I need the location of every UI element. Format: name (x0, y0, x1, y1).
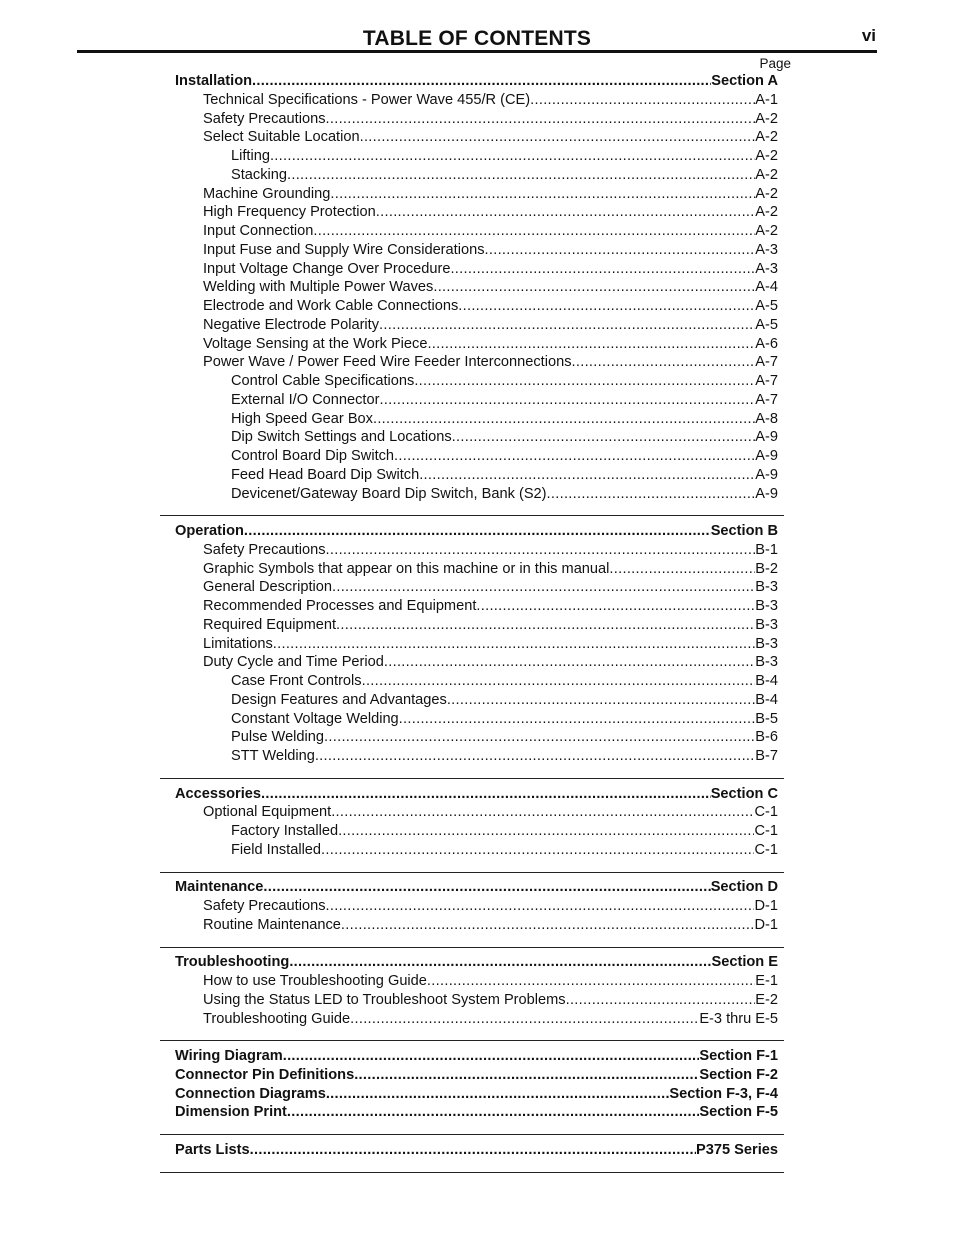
toc-entry-page: A-2 (755, 148, 778, 164)
toc-item-constant-voltage-welding[interactable] (175, 710, 778, 729)
toc-entry-label: Safety Precautions (203, 110, 326, 127)
dot-leader (326, 1085, 670, 1104)
toc-section-accessories[interactable] (175, 785, 778, 804)
toc-entry-label: Connector Pin Definitions (175, 1066, 355, 1083)
toc-item-troubleshooting-guide[interactable] (175, 1010, 778, 1029)
toc-item-field-installed[interactable] (175, 841, 778, 860)
dot-leader (315, 747, 755, 766)
toc-entry-page: Section C (710, 785, 778, 802)
toc-entry-page: C-1 (754, 841, 778, 858)
toc-item-welding-with-multiple-power-waves[interactable] (175, 278, 778, 297)
toc-item-dip-switch-settings-and-locations[interactable] (175, 428, 778, 447)
toc-entry-page: Section F-1 (699, 1048, 778, 1064)
toc-item-power-wave-power-feed-wire-feeder-interconnections[interactable] (175, 353, 778, 372)
toc-entry-label: Voltage Sensing at the Work Piece (203, 335, 428, 352)
dot-leader (572, 353, 756, 372)
toc-entry-page: A-7 (755, 373, 778, 389)
dot-leader (244, 522, 711, 541)
dot-leader (362, 672, 756, 691)
toc-entry-page: A-2 (755, 204, 778, 221)
dot-leader (252, 72, 711, 91)
toc-item-recommended-processes-and-equipment[interactable] (175, 597, 778, 616)
toc-entry-label: Technical Specifications - Power Wave 455/R (CE) (203, 91, 531, 108)
toc-entry-page: C-1 (754, 804, 778, 821)
toc-entry-page: B-7 (755, 748, 778, 764)
toc-entry-label: STT Welding (231, 748, 315, 764)
toc-entry-page: B-6 (755, 729, 778, 746)
toc-entry-page: A-6 (755, 335, 778, 352)
toc-entry-label: Operation (175, 523, 244, 539)
toc-item-design-features-and-advantages[interactable] (175, 691, 778, 710)
toc-entry-label: Safety Precautions (203, 541, 326, 558)
toc-item-case-front-controls[interactable] (175, 672, 778, 691)
toc-entry-page: Section F-3, F-4 (669, 1085, 778, 1102)
toc-entry-label: Machine Grounding (203, 185, 331, 202)
dot-leader (373, 410, 755, 429)
toc-entry-label: Field Installed (231, 841, 322, 858)
toc-entry-label: Pulse Welding (231, 729, 325, 746)
dot-leader (321, 841, 754, 860)
toc-entry-page: E-3 thru E-5 (699, 1010, 778, 1027)
toc-entry-label: Graphic Symbols that appear on this machine or in this manual (203, 560, 610, 577)
dot-leader (530, 91, 755, 110)
toc-entry-label: Safety Precautions (203, 898, 326, 914)
toc-entry-label: Dip Switch Settings and Locations (231, 429, 452, 446)
dot-leader (547, 485, 756, 504)
toc-entry-page: Section F-5 (699, 1104, 778, 1121)
dot-leader (450, 260, 755, 279)
toc-entry-page: D-1 (754, 898, 778, 914)
dot-leader (379, 316, 755, 335)
toc-entry-page: B-4 (755, 691, 778, 708)
toc-item-input-voltage-change-over-procedure[interactable] (175, 260, 778, 279)
section-divider (175, 1028, 778, 1047)
toc-entry-page: P375 Series (696, 1141, 778, 1158)
dot-leader (313, 222, 755, 241)
dot-leader (452, 428, 756, 447)
dot-leader (447, 691, 755, 710)
toc-item-technical-specifications-power-wave-455-r-ce[interactable] (175, 91, 778, 110)
toc-entry-label: Input Connection (203, 223, 314, 239)
toc-entry-page: Section D (710, 879, 778, 896)
toc-entry-page: A-7 (755, 354, 778, 371)
toc-entry-page: B-3 (755, 598, 778, 614)
dot-leader (476, 597, 755, 616)
title-divider (77, 50, 877, 53)
toc-entry-label: Troubleshooting Guide (203, 1010, 351, 1027)
toc-section-troubleshooting[interactable] (175, 953, 778, 972)
toc-entry-page: E-2 (755, 991, 778, 1008)
toc-item-feed-head-board-dip-switch[interactable] (175, 466, 778, 485)
toc-item-input-connection[interactable] (175, 222, 778, 241)
toc-entry-page: A-2 (755, 110, 778, 127)
toc-entry-page: A-3 (755, 241, 778, 258)
toc-item-pulse-welding[interactable] (175, 728, 778, 747)
toc-entry-label: High Frequency Protection (203, 204, 376, 221)
dot-leader (324, 728, 755, 747)
toc-entry-page: A-5 (755, 298, 778, 314)
toc-entry-page: Section A (711, 73, 778, 89)
toc-item-machine-grounding[interactable] (175, 185, 778, 204)
toc-entry-label: Routine Maintenance (203, 916, 341, 933)
toc-entry-label: Negative Electrode Polarity (203, 316, 380, 333)
dot-leader (261, 785, 711, 804)
toc-entry-label: Lifting (231, 148, 270, 164)
toc-entry-page: A-5 (755, 316, 778, 333)
dot-leader (379, 391, 755, 410)
toc-entry-page: A-9 (755, 466, 778, 483)
toc-item-external-i-o-connector[interactable] (175, 391, 778, 410)
toc-entry-page: A-2 (755, 185, 778, 202)
toc-entry-label: Installation (175, 73, 253, 89)
toc-entry-page: A-3 (755, 260, 778, 277)
dot-leader (273, 635, 756, 654)
toc-entry-page: A-2 (755, 223, 778, 239)
dot-leader (326, 897, 755, 916)
dot-leader (566, 991, 756, 1010)
toc-entry-label: Duty Cycle and Time Period (203, 654, 384, 671)
toc-entry-label: Input Voltage Change Over Procedure (203, 260, 451, 277)
toc-entry-page: B-4 (755, 673, 778, 689)
toc-section-maintenance[interactable] (175, 878, 778, 897)
section-divider (175, 503, 778, 522)
toc-item-optional-equipment[interactable] (175, 803, 778, 822)
toc-item-lifting[interactable] (175, 147, 778, 166)
toc-entry-label: Limitations (203, 635, 273, 652)
dot-leader (270, 147, 755, 166)
toc-entry-label: Power Wave / Power Feed Wire Feeder Interconnections (203, 354, 572, 371)
toc-entry-page: B-1 (755, 541, 778, 558)
toc-item-routine-maintenance[interactable] (175, 916, 778, 935)
toc-item-duty-cycle-and-time-period[interactable] (175, 653, 778, 672)
toc-section-dimension-print[interactable] (175, 1103, 778, 1122)
dot-leader (287, 1103, 699, 1122)
dot-leader (263, 878, 710, 897)
dot-leader (419, 466, 755, 485)
toc-entry-page: A-7 (755, 391, 778, 408)
toc-entry-page: A-2 (755, 129, 778, 146)
toc-entry-label: Dimension Print (175, 1104, 287, 1121)
dot-leader (338, 822, 754, 841)
section-divider (175, 1122, 778, 1141)
toc-entry-label: How to use Troubleshooting Guide (203, 973, 427, 989)
dot-leader (326, 110, 756, 129)
toc-entry-page: A-1 (755, 91, 778, 108)
toc-entry-label: Electrode and Work Cable Connections (203, 298, 459, 314)
toc-entry-label: Parts Lists (175, 1141, 250, 1158)
page-column-label: Page (759, 56, 791, 71)
toc-entry-page: A-9 (755, 448, 778, 464)
toc-entry-page: A-4 (755, 279, 778, 296)
dot-leader (283, 1047, 700, 1066)
toc-item-control-cable-specifications[interactable] (175, 372, 778, 391)
toc-entry-label: Feed Head Board Dip Switch (231, 466, 420, 483)
toc-entry-page: B-3 (755, 635, 778, 652)
toc-entry-page: C-1 (754, 823, 778, 839)
toc-item-graphic-symbols-that-appear-on-this-machine-or-in-this-manual[interactable] (175, 560, 778, 579)
section-divider (175, 766, 778, 785)
section-divider (175, 860, 778, 879)
dot-leader (485, 241, 756, 260)
toc-entry-label: Design Features and Advantages (231, 691, 447, 708)
dot-leader (332, 578, 755, 597)
dot-leader (427, 335, 755, 354)
toc-section-installation[interactable] (175, 72, 778, 91)
toc-section-wiring-diagram[interactable] (175, 1047, 778, 1066)
dot-leader (289, 953, 711, 972)
toc-item-general-description[interactable] (175, 578, 778, 597)
toc-item-select-suitable-location[interactable] (175, 128, 778, 147)
toc-item-limitations[interactable] (175, 635, 778, 654)
toc-entry-label: Constant Voltage Welding (231, 710, 399, 727)
toc-entry-label: Devicenet/Gateway Board Dip Switch, Bank (S2) (231, 485, 547, 502)
toc-item-how-to-use-troubleshooting-guide[interactable] (175, 972, 778, 991)
dot-leader (250, 1141, 696, 1160)
dot-leader (609, 560, 755, 579)
page-number: vi (861, 26, 876, 45)
dot-leader (350, 1010, 699, 1029)
toc-entry-label: Troubleshooting (175, 954, 290, 971)
dot-leader (326, 541, 756, 560)
toc-entry-label: Required Equipment (203, 616, 337, 633)
toc-entry-label: Case Front Controls (231, 673, 362, 689)
toc-item-input-fuse-and-supply-wire-considerations[interactable] (175, 241, 778, 260)
toc-entry-page: D-1 (754, 916, 778, 933)
toc-item-factory-installed[interactable] (175, 822, 778, 841)
toc-entry-page: Section F-2 (699, 1066, 778, 1083)
toc-item-control-board-dip-switch[interactable] (175, 447, 778, 466)
toc-entry-page: B-2 (755, 560, 778, 577)
toc-entry-label: Using the Status LED to Troubleshoot System Problems (203, 991, 566, 1008)
toc-entry-page: A-9 (755, 485, 778, 502)
toc-section-parts-lists[interactable] (175, 1141, 778, 1160)
toc-entry-label: Select Suitable Location (203, 129, 360, 146)
toc-entry-label: Maintenance (175, 879, 264, 896)
toc-item-devicenet-gateway-board-dip-switch-bank-s2[interactable] (175, 485, 778, 504)
dot-leader (394, 447, 755, 466)
toc-entry-page: E-1 (755, 973, 778, 989)
dot-leader (384, 653, 755, 672)
toc-entry-page: B-3 (755, 654, 778, 671)
toc-entry-label: Welding with Multiple Power Waves (203, 279, 434, 296)
toc-entry-label: General Description (203, 579, 332, 596)
dot-leader (376, 203, 756, 222)
toc-entry-label: External I/O Connector (231, 391, 380, 408)
toc-entry-label: Stacking (231, 166, 287, 183)
toc-entry-page: Section B (710, 523, 778, 539)
toc-entry-page: B-3 (755, 579, 778, 596)
toc-item-voltage-sensing-at-the-work-piece[interactable] (175, 335, 778, 354)
dot-leader (414, 372, 755, 391)
toc-item-negative-electrode-polarity[interactable] (175, 316, 778, 335)
toc-item-safety-precautions[interactable] (175, 110, 778, 129)
toc-entry-label: Accessories (175, 785, 262, 802)
toc-item-stt-welding[interactable] (175, 747, 778, 766)
dot-leader (433, 278, 755, 297)
toc-item-safety-precautions[interactable] (175, 897, 778, 916)
toc-entry-label: Factory Installed (231, 823, 339, 839)
toc-entry-page: Section E (711, 954, 778, 971)
toc-item-using-the-status-led-to-troubleshoot-system-problems[interactable] (175, 991, 778, 1010)
dot-leader (341, 916, 755, 935)
toc-item-electrode-and-work-cable-connections[interactable] (175, 297, 778, 316)
dot-leader (360, 128, 756, 147)
toc-entry-label: Input Fuse and Supply Wire Considerations (203, 241, 485, 258)
toc-entry-label: Wiring Diagram (175, 1048, 283, 1064)
toc-item-required-equipment[interactable] (175, 616, 778, 635)
toc-entry-page: A-2 (755, 166, 778, 183)
toc-item-high-speed-gear-box[interactable] (175, 410, 778, 429)
toc-entry-label: Optional Equipment (203, 804, 332, 821)
toc-section-connection-diagrams[interactable] (175, 1085, 778, 1104)
toc-entry-label: Connection Diagrams (175, 1085, 326, 1102)
dot-leader (354, 1066, 699, 1085)
toc-entry-page: B-5 (755, 710, 778, 727)
toc-entry-page: A-9 (755, 429, 778, 446)
toc-item-stacking[interactable] (175, 166, 778, 185)
toc-item-high-frequency-protection[interactable] (175, 203, 778, 222)
page-title: TABLE OF CONTENTS (362, 27, 592, 50)
toc-entry-label: Control Board Dip Switch (231, 448, 395, 464)
dot-leader (427, 972, 755, 991)
dot-leader (331, 803, 754, 822)
toc-item-safety-precautions[interactable] (175, 541, 778, 560)
toc-entry-page: A-8 (755, 410, 778, 427)
toc-entry-label: Recommended Processes and Equipment (203, 598, 477, 614)
dot-leader (458, 297, 755, 316)
toc-section-operation[interactable] (175, 522, 778, 541)
toc-entry-label: Control Cable Specifications (231, 373, 415, 389)
table-of-contents (175, 72, 778, 1160)
dot-leader (399, 710, 756, 729)
toc-entry-label: High Speed Gear Box (231, 410, 373, 427)
dot-leader (330, 185, 755, 204)
dot-leader (287, 166, 755, 185)
section-divider (175, 935, 778, 954)
toc-entry-page: B-3 (755, 616, 778, 633)
dot-leader (336, 616, 755, 635)
toc-section-connector-pin-definitions[interactable] (175, 1066, 778, 1085)
